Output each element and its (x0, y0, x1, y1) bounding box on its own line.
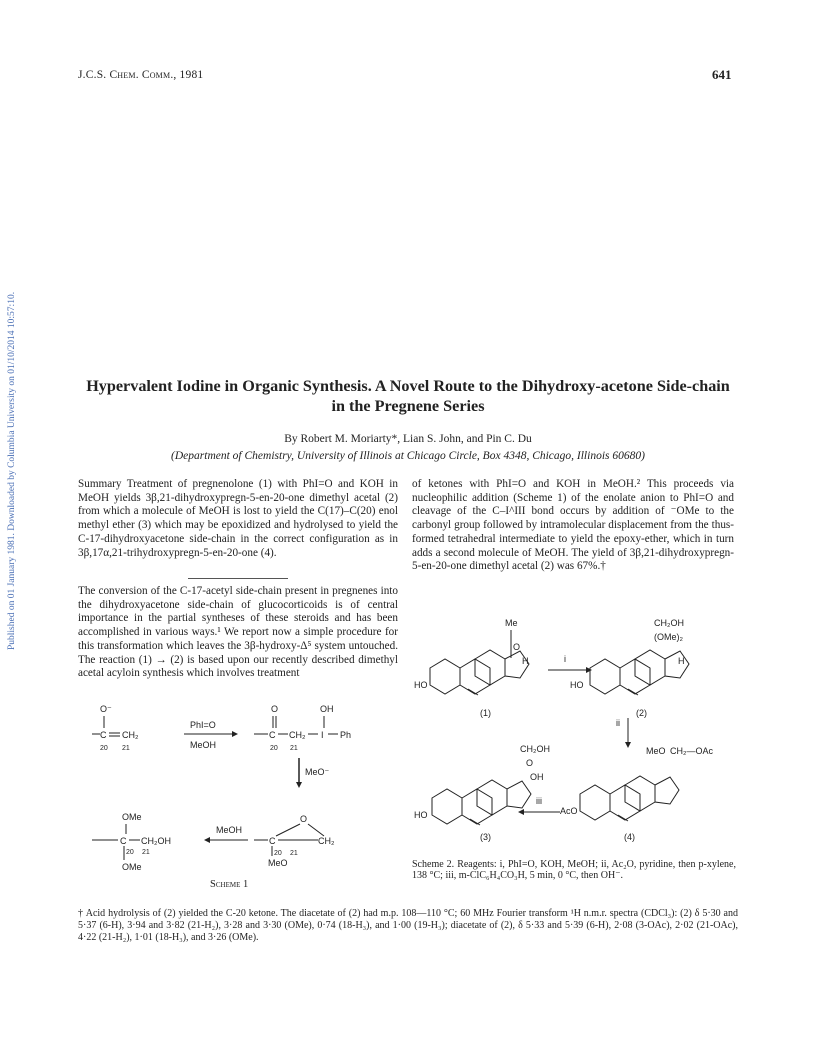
reagent-meoh-back: MeOH (216, 825, 243, 835)
article-authors: By Robert M. Moriarty*, Lian S. John, and Pin C. Du (284, 433, 532, 445)
compound-3-label: (4) (624, 832, 635, 842)
article-title: Hypervalent Iodine in Organic Synthesis. A Novel Route to the Dihydroxy-acetone Side-chain in the Pregnene Series (86, 377, 730, 415)
arrow-ii-label: ii (616, 718, 620, 728)
label-o-4: O (526, 758, 534, 768)
mechanism-paragraph: of ketones with PhI=O and KOH in MeOH.² This proceeds via nucleophilic addition (Scheme 1) of the enolate anion to PhI=O and cleavage of the C–I^III bond occurs by addition of ⁻OMe to the carbonyl group followed by intramolecular displacement from the thus-formed tetrahedral intermediate to yield the epoxy-ether, which in turn adds a second molecule of MeOH. The yield of 3β,21-dihydroxypregn-5-en-20-one dimethyl acetal (2) was 67%.† (412, 478, 734, 573)
reagent-methoxide: MeO⁻ (305, 767, 330, 777)
label-ch2: CH₂ (318, 836, 335, 846)
label-ome-bottom: OMe (122, 862, 142, 872)
label-meo: MeO (268, 858, 288, 868)
label-iodine: I (321, 730, 324, 740)
label-ho-4: HO (414, 810, 428, 820)
label-ch2oh: CH₂OH (141, 836, 171, 846)
label-ome-top: OMe (122, 812, 142, 822)
label-c: C (269, 836, 276, 846)
page-number: 641 (712, 67, 732, 82)
label-ch2oh-4: CH₂OH (520, 744, 550, 754)
compound-2-label: (2) (636, 708, 647, 718)
label-ph: Ph (340, 730, 352, 740)
label-ch2oac: CH₂—OAc (670, 746, 713, 756)
download-watermark[interactable] (4, 200, 18, 700)
label-ho-2: HO (570, 680, 584, 690)
label-c: C (100, 730, 107, 740)
label-c20: 20 (100, 745, 108, 752)
label-c20: 20 (274, 850, 282, 857)
label-o: O (271, 704, 279, 714)
label-c20: 20 (270, 745, 278, 752)
label-oh-4: OH (530, 772, 544, 782)
label-c20: 20 (126, 849, 134, 856)
label-aco: AcO (560, 806, 578, 816)
label-h-2: H (678, 656, 685, 666)
scheme-1-caption: Scheme 1 (210, 879, 249, 890)
label-ch2oh-2: CH₂OH (654, 618, 684, 628)
label-ho-1: HO (414, 680, 428, 690)
label-c: C (269, 730, 276, 740)
intro-paragraph: The conversion of the C-17-acetyl side-chain present in pregnenes into the dihydroxyacetone side-chain of glucocorticoids is of central importance in the partial syntheses of these steroids and has been accomplished in various ways.¹ We report now a simple procedure for this transformation which leaves the 3β-hydroxy-Δ⁵ system untouched. The reaction (1) → (2) is based upon our recently described dimethyl acetal acyloin synthesis which involves treatment (78, 585, 398, 680)
running-header: J.C.S. Chem. Comm., 1981 (78, 69, 204, 81)
label-ome2: (OMe)₂ (654, 632, 683, 642)
label-ch2: CH₂ (289, 730, 306, 740)
summary-paragraph: Summary Treatment of pregnenolone (1) with PhI=O and KOH in MeOH yields 3β,21-dihydroxypregn-5-en-20-one dimethyl acetal (2) from which a molecule of MeOH is lost to yield the C(17)–C(20) enol methyl ether (3) which may be epoxidized and hydrolysed to yield the C-17-dihydroxyacetone side-chain in the correct configuration as in 3β,17α,21-trihydroxypregn-5-en-20-one (4). (78, 478, 398, 559)
arrow-i-label: i (564, 654, 566, 664)
label-h-1: H (522, 656, 529, 666)
reagent-meoh: MeOH (190, 740, 217, 750)
compound-1-label: (1) (480, 708, 491, 718)
label-c21: 21 (290, 850, 298, 857)
label-o-minus: O⁻ (100, 704, 112, 714)
label-me: Me (505, 618, 518, 628)
label-meo-3: MeO (646, 746, 666, 756)
article-affiliation: (Department of Chemistry, University of Illinois at Chicago Circle, Box 4348, Chicago, Illinois 60680) (171, 450, 645, 462)
download-watermark-text: Published on 01 January 1981. Downloaded by Columbia University on 01/10/2014 10:57:10. (7, 291, 17, 650)
scheme-2-caption: Scheme 2. Reagents: i, PhI=O, KOH, MeOH; ii, Ac₂O, pyridine, then p-xylene, 138 °C; iii, m-ClC₆H₄CO₃H, 5 min, 0 °C, then OH⁻. (412, 859, 736, 881)
label-ch2: CH₂ (122, 730, 139, 740)
compound-4-label: (3) (480, 832, 491, 842)
scheme-2-figure (410, 618, 740, 858)
footnote: † Acid hydrolysis of (2) yielded the C-20 ketone. The diacetate of (2) had m.p. 108—110 °C; 60 MHz Fourier transform ¹H n.m.r. spectra (CDCl₃): (2) δ 5·30 and 5·37 (6-H), 3·94 and 3·82 (21-H₂), 3·28 and 3·30 (OMe), 0·74 (18-H₃), and 1·00 (19-H₃); diacetate of (2), δ 5·33 and 5·39 (6-H), 2·08 (3-OAc), 2·02 (21-OAc), 4·22 (21-H₂), 1·01 (18-H₃), and 3·26 (OMe). (78, 908, 738, 943)
section-divider (188, 578, 288, 579)
scheme-1-figure (78, 700, 408, 900)
label-c21: 21 (142, 849, 150, 856)
label-c: C (120, 836, 127, 846)
arrow-iii-label: iii (536, 796, 542, 806)
label-oh: OH (320, 704, 334, 714)
label-carbonyl-o: O (513, 642, 521, 652)
reagent-phio: PhI=O (190, 720, 216, 730)
label-c21: 21 (290, 745, 298, 752)
label-epoxide-o: O (300, 814, 308, 824)
label-c21: 21 (122, 745, 130, 752)
